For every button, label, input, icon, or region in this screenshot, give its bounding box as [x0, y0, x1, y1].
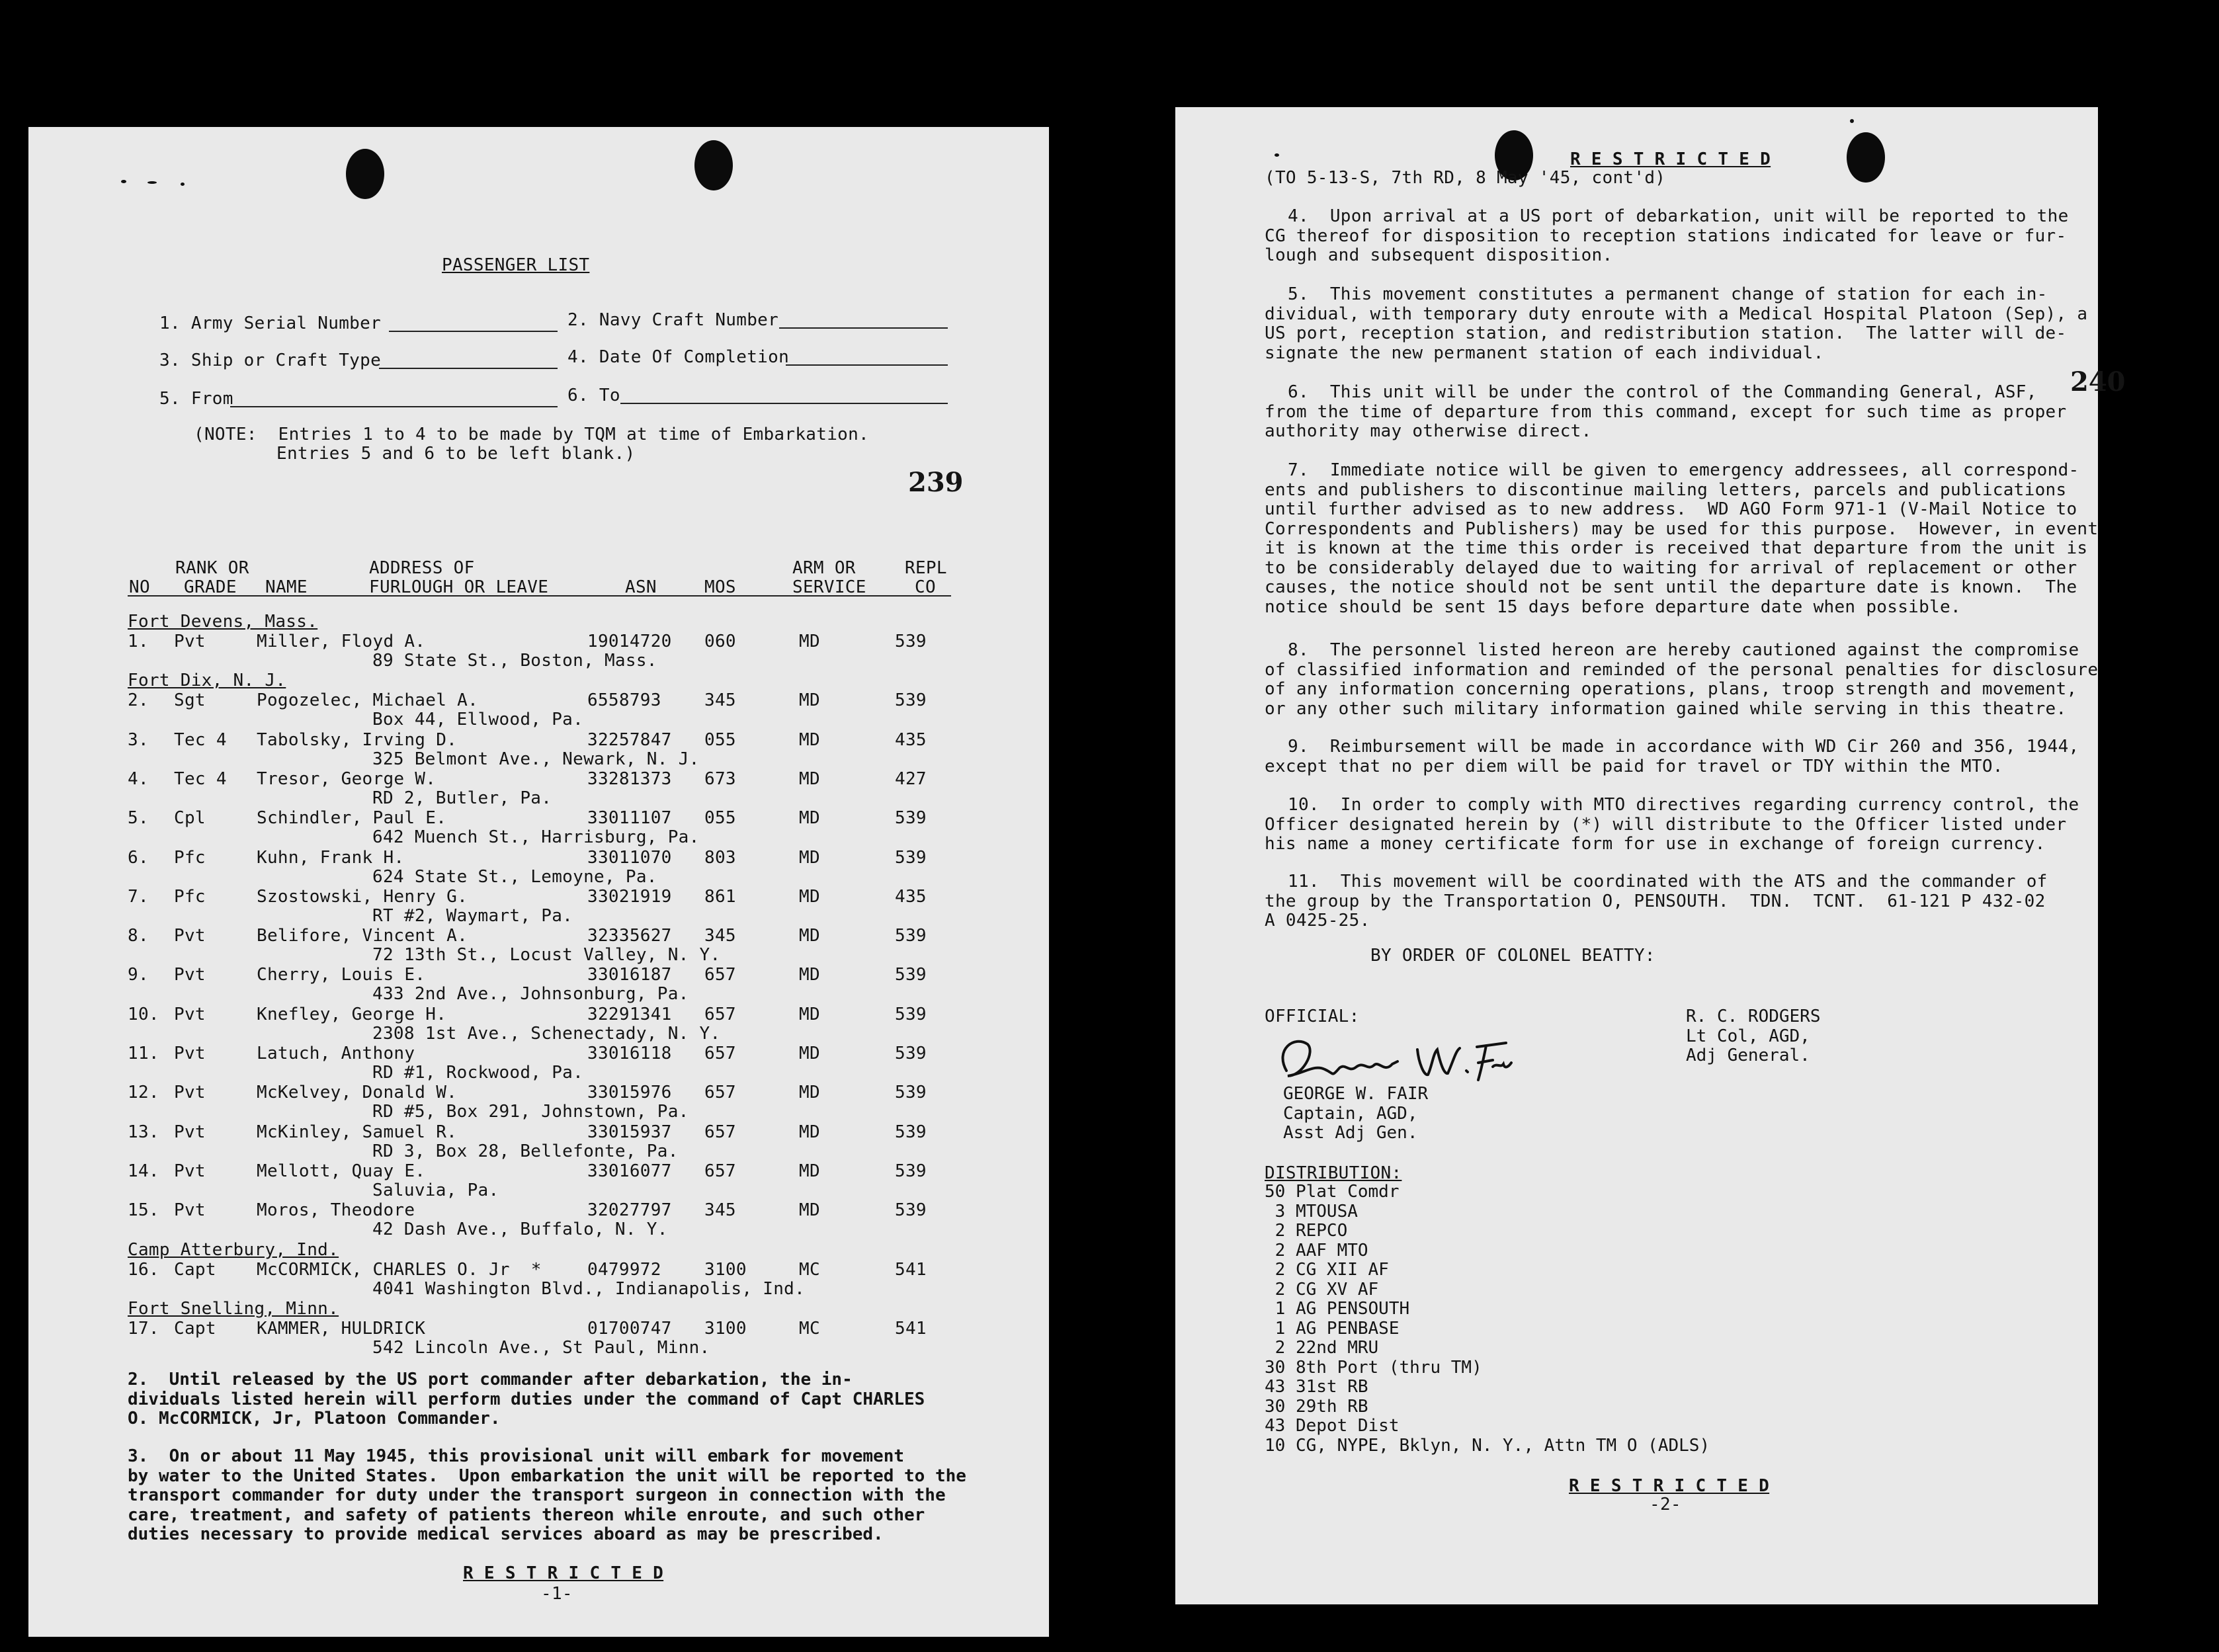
entry-no: 12.	[128, 1083, 159, 1103]
entry-arm: MC	[799, 1259, 820, 1280]
entry-mos: 055	[704, 729, 736, 750]
entry-asn: 33016118	[587, 1044, 672, 1063]
entry-grade: Capt	[174, 1259, 216, 1280]
entry-arm: MD	[799, 632, 820, 651]
text-line: 2 CG XII AF	[1265, 1260, 1389, 1280]
entry-grade: Pfc	[174, 886, 206, 907]
field-label: 5. From	[159, 389, 233, 409]
entry-address: 624 State St., Lemoyne, Pa.	[372, 866, 657, 887]
text-line: 3 MTOUSA	[1265, 1201, 1358, 1221]
header-name: NAME	[265, 577, 308, 597]
entry-no: 14.	[128, 1161, 159, 1181]
header-grade: GRADE	[184, 577, 237, 597]
location-heading: Fort Snelling, Minn.	[128, 1298, 339, 1319]
by-order-line: BY ORDER OF COLONEL BEATTY:	[1370, 946, 1655, 966]
entry-address: 325 Belmont Ave., Newark, N. J.	[372, 749, 700, 769]
entry-asn: 33016077	[587, 1161, 672, 1181]
entry-mos: 3100	[704, 1318, 747, 1339]
entry-grade: Sgt	[174, 690, 206, 711]
entry-name: Kuhn, Frank H.	[257, 847, 405, 868]
entry-no: 5.	[128, 808, 149, 829]
entry-repl: 427	[895, 768, 927, 789]
header-address-of: ADDRESS OF	[369, 558, 475, 578]
speck	[147, 181, 157, 184]
header-arm-or: ARM OR	[792, 558, 856, 578]
order-reference: (TO 5-13-S, 7th RD, 8 May '45, cont'd)	[1265, 168, 1666, 188]
entry-name: KAMMER, HULDRICK	[257, 1318, 426, 1339]
entry-name: McKelvey, Donald W.	[257, 1083, 458, 1103]
entry-grade: Tec 4	[174, 768, 227, 789]
location-heading: Camp Atterbury, Ind.	[128, 1239, 339, 1260]
text-line: 10 CG, NYPE, Bklyn, N. Y., Attn TM O (ADLS)	[1265, 1435, 1710, 1456]
entry-grade: Pvt	[174, 632, 206, 651]
entry-arm: MD	[799, 1122, 820, 1142]
entry-address: RT #2, Waymart, Pa.	[372, 905, 573, 926]
entry-name: McKinley, Samuel R.	[257, 1122, 458, 1142]
entry-no: 9.	[128, 965, 149, 985]
restricted-footer: R E S T R I C T E D	[463, 1563, 664, 1583]
header-furlough: FURLOUGH OR LEAVE	[369, 577, 549, 597]
entry-repl: 539	[895, 1122, 927, 1142]
distribution-title: DISTRIBUTION:	[1265, 1163, 1402, 1183]
entry-name: McCORMICK, CHARLES O. Jr *	[257, 1259, 542, 1280]
text-line: O. McCORMICK, Jr, Platoon Commander.	[128, 1409, 501, 1428]
entry-no: 7.	[128, 886, 149, 907]
paragraph-line: 7. Immediate notice will be given to emergency addressees, all correspond-	[1288, 460, 2079, 480]
entry-address: Box 44, Ellwood, Pa.	[372, 710, 584, 730]
field-label: 6. To	[567, 386, 620, 405]
entry-repl: 539	[895, 1200, 927, 1221]
entry-arm: MD	[799, 1044, 820, 1063]
text-line: 30 29th RB	[1265, 1396, 1368, 1417]
entry-mos: 345	[704, 1200, 736, 1221]
entry-address: 2308 1st Ave., Schenectady, N. Y.	[372, 1023, 721, 1044]
entry-mos: 657	[704, 965, 736, 985]
paragraph-line: from the time of departure from this command, except for such time as proper	[1265, 401, 2067, 422]
entry-asn: 33021919	[587, 886, 672, 907]
paragraph-line: the group by the Transportation O, PENSOUTH. TDN. TCNT. 61-121 P 432-02	[1265, 891, 2046, 911]
entry-no: 6.	[128, 847, 149, 868]
paragraph-line: ents and publishers to discontinue mailing letters, parcels and publications	[1265, 479, 2067, 500]
entry-no: 4.	[128, 768, 149, 789]
entry-grade: Pvt	[174, 965, 206, 985]
paragraph-line: 11. This movement will be coordinated with the ATS and the commander of	[1288, 872, 2048, 891]
entry-address: 4041 Washington Blvd., Indianapolis, Ind.	[372, 1278, 806, 1299]
text-line: 2 REPCO	[1265, 1221, 1348, 1241]
paragraph-line: to be considerably delayed due to waiting for arrival of replacement or other	[1265, 558, 2077, 578]
entry-grade: Pvt	[174, 1044, 206, 1063]
entry-arm: MD	[799, 926, 820, 946]
entry-no: 8.	[128, 926, 149, 946]
entry-mos: 657	[704, 1044, 736, 1063]
text-line: 2 AAF MTO	[1265, 1240, 1368, 1260]
paragraph-line: Officer designated herein by (*) will distribute to the Officer listed under	[1265, 814, 2067, 835]
header-rule	[128, 595, 951, 597]
entry-mos: 345	[704, 926, 736, 946]
paragraph-line: 9. Reimbursement will be made in accordance with WD Cir 260 and 356, 1944,	[1288, 737, 2079, 757]
entry-no: 11.	[128, 1044, 159, 1063]
punch-hole	[346, 149, 384, 199]
entry-mos: 657	[704, 1122, 736, 1142]
entry-repl: 539	[895, 926, 927, 946]
paragraph-line: lough and subsequent disposition.	[1265, 245, 1613, 265]
entry-no: 15.	[128, 1200, 159, 1221]
text-line: Captain, AGD,	[1283, 1103, 1418, 1124]
entry-name: Mellott, Quay E.	[257, 1161, 426, 1181]
entry-asn: 01700747	[587, 1318, 672, 1339]
entry-arm: MD	[799, 729, 820, 750]
entry-mos: 861	[704, 886, 736, 907]
entry-repl: 539	[895, 1083, 927, 1103]
entry-no: 17.	[128, 1318, 159, 1339]
paragraph-line: dividual, with temporary duty enroute with a Medical Hospital Platoon (Sep), a	[1265, 304, 2088, 324]
entry-repl: 435	[895, 886, 927, 907]
header-mos: MOS	[704, 577, 736, 597]
text-line: dividuals listed herein will perform duties under the command of Capt CHARLES	[128, 1389, 925, 1409]
entry-arm: MD	[799, 1200, 820, 1221]
text-line: care, treatment, and safety of patients thereon while enroute, and such other	[128, 1505, 925, 1525]
page-1	[28, 127, 1049, 1637]
entry-grade: Pvt	[174, 1161, 206, 1181]
entry-address: 89 State St., Boston, Mass.	[372, 651, 657, 671]
entry-mos: 3100	[704, 1259, 747, 1280]
punch-hole	[694, 140, 733, 190]
header-repl: REPL	[905, 558, 947, 578]
location-heading: Fort Dix, N. J.	[128, 671, 286, 691]
field-label: 1. Army Serial Number	[159, 313, 382, 333]
entry-name: Knefley, George H.	[257, 1004, 447, 1024]
paragraph-line: US port, reception station, and redistribution station. The latter will de-	[1265, 323, 2067, 343]
entry-grade: Pvt	[174, 926, 206, 946]
entry-mos: 657	[704, 1004, 736, 1024]
entry-grade: Pvt	[174, 1200, 206, 1221]
entry-name: Pogozelec, Michael A.	[257, 690, 479, 711]
paragraph-line: except that no per diem will be paid for travel or TDY within the MTO.	[1265, 756, 2003, 776]
entry-asn: 32257847	[587, 729, 672, 750]
entry-repl: 539	[895, 1004, 927, 1024]
text-line: Lt Col, AGD,	[1686, 1026, 1810, 1046]
entry-arm: MD	[799, 1083, 820, 1103]
page-number: 239	[908, 467, 964, 498]
entry-arm: MD	[799, 886, 820, 907]
paragraph-line: CG thereof for disposition to reception stations indicated for leave or fur-	[1265, 226, 2067, 246]
entry-asn: 19014720	[587, 632, 672, 651]
paragraph-line: it is known at the time this order is received that departure from the unit is	[1265, 538, 2088, 558]
speck	[1275, 153, 1279, 157]
header-no: NO	[129, 577, 150, 597]
paragraph-line: signate the new permanent station of each individual.	[1265, 343, 1824, 363]
entry-name: Schindler, Paul E.	[257, 808, 447, 829]
text-line: 3. On or about 11 May 1945, this provisional unit will embark for movement	[128, 1446, 904, 1466]
paragraph-line: of classified information and reminded of the personal penalties for disclosure	[1265, 659, 2099, 680]
entry-grade: Pvt	[174, 1004, 206, 1024]
text-line: Asst Adj Gen.	[1283, 1123, 1418, 1143]
paragraph-line: 8. The personnel listed hereon are hereby cautioned against the compromise	[1288, 640, 2079, 660]
blank-line	[389, 331, 558, 332]
entry-arm: MD	[799, 768, 820, 789]
entry-asn: 0479972	[587, 1259, 661, 1280]
entry-no: 10.	[128, 1004, 159, 1024]
entry-no: 2.	[128, 690, 149, 711]
restricted-footer: R E S T R I C T E D	[1569, 1476, 1770, 1496]
entry-address: RD #5, Box 291, Johnstown, Pa.	[372, 1102, 689, 1122]
entry-address: 642 Muench St., Harrisburg, Pa.	[372, 827, 700, 848]
entry-mos: 657	[704, 1083, 736, 1103]
entry-address: 72 13th St., Locust Valley, N. Y.	[372, 945, 721, 966]
page-footer-number: -1-	[541, 1584, 573, 1604]
text-line: 43 Depot Dist	[1265, 1416, 1400, 1436]
text-line: Adj General.	[1686, 1046, 1810, 1065]
entry-repl: 539	[895, 690, 927, 711]
paragraph-line: 10. In order to comply with MTO directives regarding currency control, the	[1288, 795, 2079, 815]
entry-mos: 803	[704, 847, 736, 868]
blank-line	[779, 327, 948, 329]
entry-no: 16.	[128, 1259, 159, 1280]
blank-line	[620, 403, 948, 404]
passenger-list-title: PASSENGER LIST	[442, 255, 590, 275]
entry-repl: 539	[895, 1044, 927, 1063]
entry-arm: MD	[799, 965, 820, 985]
entry-asn: 32291341	[587, 1004, 672, 1024]
entry-asn: 33011070	[587, 847, 672, 868]
entry-asn: 32335627	[587, 926, 672, 946]
entry-repl: 539	[895, 965, 927, 985]
entry-name: Latuch, Anthony	[257, 1044, 415, 1063]
entry-name: Tabolsky, Irving D.	[257, 729, 458, 750]
header-co: CO	[915, 577, 936, 597]
text-line: 1 AG PENSOUTH	[1265, 1299, 1410, 1319]
text-line: duties necessary to provide medical services aboard as may be prescribed.	[128, 1524, 884, 1544]
text-line: 30 8th Port (thru TM)	[1265, 1357, 1482, 1378]
entry-repl: 539	[895, 808, 927, 829]
text-line: 43 31st RB	[1265, 1377, 1368, 1397]
entry-asn: 32027797	[587, 1200, 672, 1221]
entry-address: RD 2, Butler, Pa.	[372, 788, 552, 808]
paragraph-line: 6. This unit will be under the control of the Commanding General, ASF,	[1288, 382, 2037, 402]
entry-address: 433 2nd Ave., Johnsonburg, Pa.	[372, 984, 689, 1005]
text-line: 2. Until released by the US port commander after debarkation, the in-	[128, 1370, 853, 1389]
blank-line	[379, 368, 558, 369]
text-line: 2 22nd MRU	[1265, 1338, 1379, 1358]
entry-mos: 657	[704, 1161, 736, 1181]
field-label: 3. Ship or Craft Type	[159, 351, 382, 370]
entry-repl: 539	[895, 1161, 927, 1181]
paragraph-line: authority may otherwise direct.	[1265, 421, 1592, 441]
paragraph-line: causes, the notice should not be sent until the departure date is known. The	[1265, 577, 2077, 597]
entry-no: 3.	[128, 729, 149, 750]
entry-grade: Pfc	[174, 847, 206, 868]
entry-arm: MD	[799, 1161, 820, 1181]
entry-grade: Pvt	[174, 1083, 206, 1103]
entry-grade: Capt	[174, 1318, 216, 1339]
entry-mos: 673	[704, 768, 736, 789]
text-line: R. C. RODGERS	[1686, 1007, 1821, 1026]
paragraph-line: or any other such military information gained while serving in this theatre.	[1265, 698, 2067, 719]
page-2	[1175, 107, 2126, 1604]
blank-line	[230, 406, 558, 407]
entry-address: RD #1, Rockwood, Pa.	[372, 1063, 584, 1083]
entry-no: 1.	[128, 632, 149, 651]
speck	[121, 180, 126, 183]
official-label: OFFICIAL:	[1265, 1007, 1360, 1026]
entry-name: Cherry, Louis E.	[257, 965, 426, 985]
header-rank-or: RANK OR	[175, 558, 249, 578]
entry-mos: 345	[704, 690, 736, 711]
entry-arm: MD	[799, 1004, 820, 1024]
text-line: by water to the United States. Upon embarkation the unit will be reported to the	[128, 1466, 966, 1486]
header-asn: ASN	[625, 577, 657, 597]
speck	[1850, 119, 1854, 123]
paragraph-line: A 0425-25.	[1265, 911, 1370, 930]
text-line: GEORGE W. FAIR	[1283, 1084, 1429, 1104]
page-number: 240	[2070, 366, 2126, 397]
entry-repl: 435	[895, 729, 927, 750]
note-line-2: Entries 5 and 6 to be left blank.)	[276, 444, 636, 464]
entry-asn: 33015976	[587, 1083, 672, 1103]
entry-name: Miller, Floyd A.	[257, 632, 426, 651]
entry-repl: 541	[895, 1259, 927, 1280]
field-label: 4. Date Of Completion	[567, 347, 790, 367]
page-footer-number: -2-	[1650, 1495, 1681, 1514]
entry-name: Szostowski, Henry G.	[257, 886, 468, 907]
paragraph-line: his name a money certificate form for use in exchange of foreign currency.	[1265, 834, 2046, 854]
field-label: 2. Navy Craft Number	[567, 310, 779, 330]
entry-repl: 539	[895, 632, 927, 651]
entry-asn: 6558793	[587, 690, 661, 711]
restricted-header: R E S T R I C T E D	[1570, 149, 1771, 169]
entry-mos: 055	[704, 808, 736, 829]
entry-address: 542 Lincoln Ave., St Paul, Minn.	[372, 1337, 710, 1358]
text-line: 50 Plat Comdr	[1265, 1182, 1400, 1202]
entry-name: Moros, Theodore	[257, 1200, 415, 1221]
text-line: 2 CG XV AF	[1265, 1279, 1379, 1300]
entry-mos: 060	[704, 632, 736, 651]
paragraph-line: 5. This movement constitutes a permanent change of station for each in-	[1288, 284, 2048, 304]
entry-asn: 33011107	[587, 808, 672, 829]
entry-address: RD 3, Box 28, Bellefonte, Pa.	[372, 1141, 679, 1161]
entry-asn: 33281373	[587, 768, 672, 789]
entry-grade: Cpl	[174, 808, 206, 829]
speck	[181, 183, 185, 186]
paragraph-line: notice should be sent 15 days before departure date when possible.	[1265, 597, 1961, 617]
entry-arm: MD	[799, 690, 820, 711]
entry-name: Belifore, Vincent A.	[257, 926, 468, 946]
entry-repl: 539	[895, 847, 927, 868]
paragraph-line: 4. Upon arrival at a US port of debarkation, unit will be reported to the	[1288, 206, 2069, 226]
entry-grade: Tec 4	[174, 729, 227, 750]
text-line: transport commander for duty under the transport surgeon in connection with the	[128, 1485, 946, 1505]
location-heading: Fort Devens, Mass.	[128, 612, 318, 632]
paragraph-line: until further advised as to new address. WD AGO Form 971-1 (V-Mail Notice to	[1265, 499, 2077, 519]
header-service: SERVICE	[792, 577, 866, 597]
text-line: 1 AG PENBASE	[1265, 1318, 1400, 1339]
entry-arm: MD	[799, 808, 820, 829]
punch-hole	[1847, 132, 1885, 183]
entry-address: 42 Dash Ave., Buffalo, N. Y.	[372, 1219, 668, 1240]
entry-arm: MD	[799, 847, 820, 868]
blank-line	[786, 364, 948, 366]
entry-asn: 33016187	[587, 965, 672, 985]
entry-asn: 33015937	[587, 1122, 672, 1142]
entry-address: Saluvia, Pa.	[372, 1180, 499, 1200]
entry-repl: 541	[895, 1318, 927, 1339]
entry-arm: MC	[799, 1318, 820, 1339]
paragraph-line: of any information concerning operations, plans, troop strength and movement,	[1265, 679, 2077, 699]
paragraph-line: Correspondents and Publishers) may be used for this purpose. However, in event	[1265, 518, 2099, 539]
entry-no: 13.	[128, 1122, 159, 1142]
entry-name: Tresor, George W.	[257, 768, 437, 789]
entry-grade: Pvt	[174, 1122, 206, 1142]
note-line-1: (NOTE: Entries 1 to 4 to be made by TQM at time of Embarkation.	[194, 425, 870, 444]
